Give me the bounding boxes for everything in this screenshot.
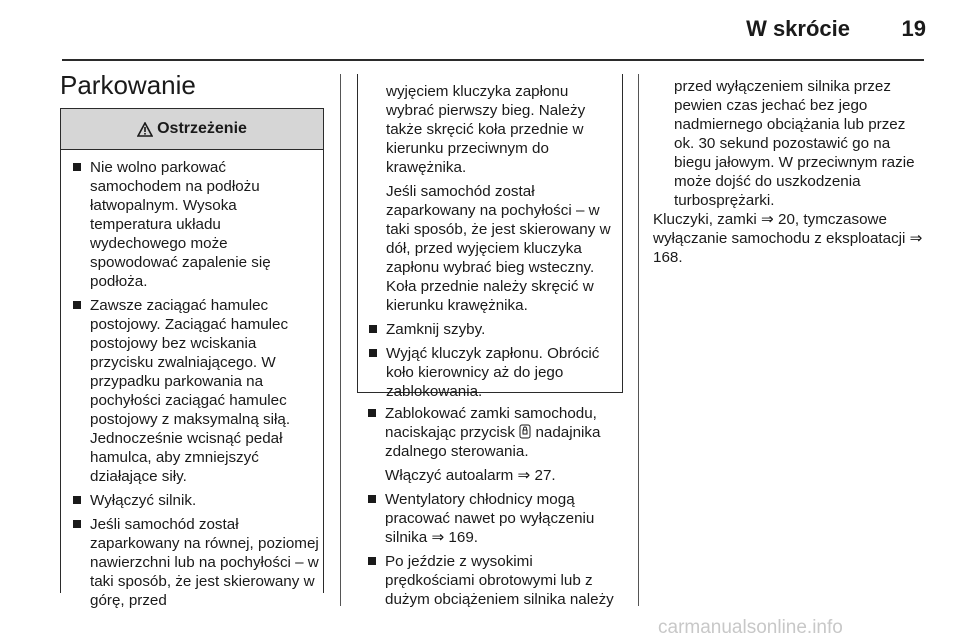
list-item: Nie wolno parkować samochodem na podłożu łatwopalnym. Wysoka temperatura układu wydechowego może spowodować zapalenie się podłoża.	[69, 158, 319, 291]
autoalarm-line	[385, 466, 626, 485]
warning-box-1	[60, 108, 324, 609]
section-title: Parkowanie	[60, 70, 196, 100]
column-2-list	[364, 404, 626, 614]
item-text: nadajnika zdalnego sterowania.	[385, 424, 601, 460]
warning-box-2	[357, 74, 623, 400]
page-header-title: W skrócie	[746, 16, 850, 41]
column-divider-2	[638, 74, 639, 606]
page-ref-link[interactable]: 27.	[534, 467, 556, 484]
item-text: Wentylatory chłodnicy mogą pracować nawet po wyłączeniu silnika	[385, 491, 595, 546]
list-item: Po jeździe z wysokimi prędkościami obrotowymi lub z dużym obciążeniem silnika należy	[364, 552, 626, 609]
list-item: Wyjąć kluczyk zapłonu. Obrócić koło kierownicy aż do jego zablokowania.	[365, 344, 619, 401]
column-3	[653, 77, 925, 267]
lock-icon	[519, 424, 531, 439]
ref-text: tymczasowe wyłączanie samochodu z eksploatacji	[653, 211, 906, 247]
list-item: Wyłączyć silnik.	[69, 491, 319, 510]
list-item	[364, 490, 626, 547]
cross-reference	[653, 210, 925, 267]
page-number: 19	[901, 16, 926, 41]
list-item: Jeśli samochód został zaparkowany na równej, poziomej nawierzchni lub na pochyłości – w taki sposób, że jest skierowany w górę, przed	[69, 515, 319, 610]
column-divider-1	[340, 74, 341, 606]
continuation-paragraph: przed wyłączeniem silnika przez pewien czas jechać bez jego nadmiernego obciążania lub przez ok. 30 sekund pozostawić go na biegu jałowym. W przeciwnym razie może dojść do uszkodzenia turbosprężarki.	[674, 78, 915, 209]
list-item: Zamknij szyby.	[365, 320, 619, 339]
warning-header	[61, 109, 323, 150]
warning-1-body	[69, 158, 319, 615]
page-ref-link[interactable]: 169.	[448, 529, 478, 546]
item-text: Włączyć autoalarm	[385, 467, 514, 484]
list-item: Zawsze zaciągać hamulec postojowy. Zaciągać hamulec postojowy bez wciskania przycisku zwalniającego. W przypadku parkowania na pochyłości zaciągać hamulec postojowy z maksymalną siłą. Jednocześnie wcisnąć pedał hamulca, aby zmniejszyć działające siły.	[69, 296, 319, 486]
watermark: carmanualsonline.info	[658, 617, 843, 638]
warning-2-body	[365, 82, 619, 406]
item-text: Zablokować zamki samochodu, naciskając przycisk	[385, 405, 597, 441]
arrow-reference-icon: ⇒	[431, 529, 445, 546]
list-item	[364, 404, 626, 461]
ref-text: Kluczyki, zamki	[653, 211, 757, 228]
arrow-reference-icon: ⇒	[909, 230, 923, 247]
warning-continuation: wyjęciem kluczyka zapłonu wybrać pierwszy bieg. Należy także skręcić koła przednie w kierunku przeciwnym do krawężnika.	[386, 83, 586, 176]
warning-paragraph: Jeśli samochód został zaparkowany na pochyłości – w taki sposób, że jest skierowany w dół, przed wyjęciem kluczyka zapłonu wybrać bieg wsteczny. Koła przednie należy skręcić w kierunku krawężnika.	[386, 183, 611, 314]
arrow-reference-icon: ⇒	[517, 467, 531, 484]
page-ref-link[interactable]: 20,	[778, 211, 800, 228]
page-ref-link[interactable]: 168.	[653, 249, 683, 266]
warning-triangle-icon	[137, 122, 153, 137]
arrow-reference-icon: ⇒	[761, 211, 774, 228]
warning-label: Ostrzeżenie	[157, 120, 247, 137]
header-rule	[62, 59, 924, 61]
